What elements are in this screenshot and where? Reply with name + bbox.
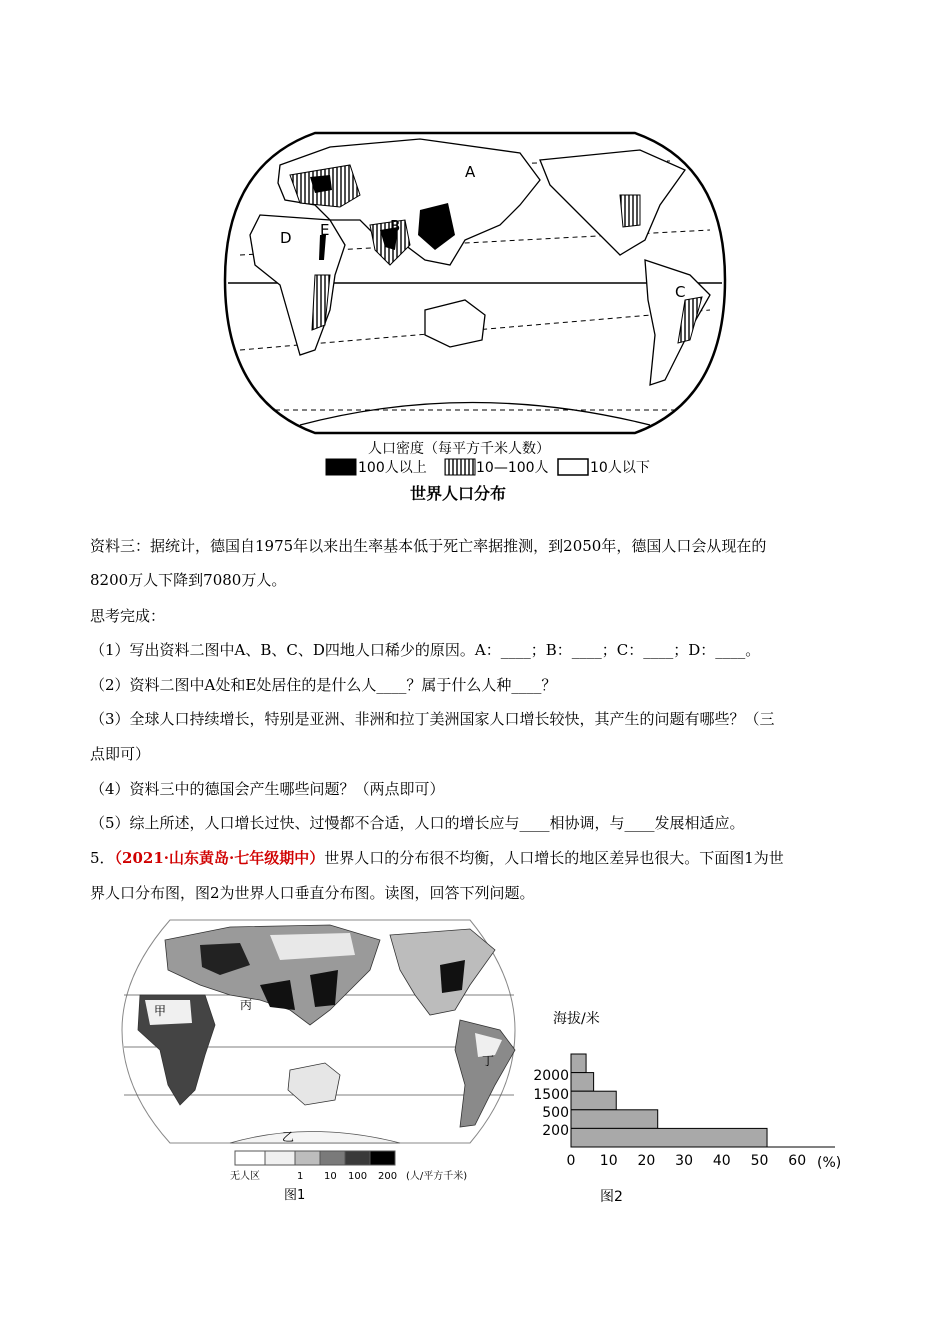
map2-legend-unit: (人/平方千米): [406, 1171, 468, 1182]
map1-label-c: C: [675, 283, 686, 301]
us-east-density: [620, 195, 640, 227]
legend2-swatch-1: [265, 1151, 295, 1165]
chart-xlabel: (%): [817, 1155, 842, 1171]
text-line-3: 思考完成：: [90, 607, 166, 625]
x-tick-label: 30: [675, 1153, 694, 1169]
problem-5-line-2: 界人口分布图，图2为世界人口垂直分布图。读图，回答下列问题。: [90, 884, 535, 902]
map2-legend-none: 无人区: [230, 1171, 260, 1182]
legend-label-mid: 10—100人: [476, 460, 549, 476]
x-tick-label: 0: [566, 1153, 576, 1169]
question-3a: （3）全球人口持续增长，特别是亚洲、非洲和拉丁美洲国家人口增长较快，其产生的问题有哪些？（三: [90, 710, 775, 728]
map2-legend-10: 10: [324, 1171, 337, 1182]
bar-3: [571, 1091, 616, 1110]
y-tick-label: 200: [542, 1123, 569, 1139]
map2-label-jia: 甲: [154, 1004, 167, 1018]
map1-label-a: A: [465, 163, 476, 181]
map2-label-yi: 乙: [282, 1130, 295, 1144]
chart-ylabel: 海拔/米: [553, 1011, 600, 1027]
y-tick-label: 500: [542, 1105, 569, 1121]
bar-4: [571, 1110, 658, 1129]
map2-legend-200: 200: [378, 1171, 398, 1182]
map1-caption: 世界人口分布: [410, 484, 507, 503]
altitude-distribution-chart: [525, 1005, 870, 1210]
map1-label-e: E: [320, 221, 330, 239]
text-line-1: 资料三：据统计，德国自1975年以来出生率基本低于死亡率据推测，到2050年，德国人口会从现在的: [90, 537, 767, 555]
problem-source: （2021·山东黄岛·七年级期中）: [114, 849, 325, 867]
map2-label-ding: 丁: [482, 1054, 495, 1068]
map2-label-bing: 丙: [240, 998, 253, 1012]
legend-label-low: 10人以下: [590, 460, 650, 476]
y-tick-label: 2000: [533, 1068, 569, 1084]
x-tick-label: 60: [788, 1153, 807, 1169]
legend2-swatch-4: [345, 1151, 370, 1165]
world-population-map-1: [220, 125, 730, 515]
legend2-swatch-0: [235, 1151, 265, 1165]
map2-caption: 图1: [284, 1188, 306, 1203]
x-tick-label: 40: [712, 1153, 731, 1169]
legend-swatch-low: [558, 459, 588, 475]
problem-intro: 世界人口的分布很不均衡，人口增长的地区差异也很大。下面图1为世: [324, 849, 784, 867]
y-tick-label: 1500: [533, 1087, 569, 1103]
question-4: （4）资料三中的德国会产生哪些问题？（两点即可）: [90, 780, 445, 798]
problem-number: 5．: [90, 849, 115, 867]
question-3b: 点即可）: [90, 745, 151, 763]
text-line-2: 8200万人下降到7080万人。: [90, 571, 287, 589]
legend-swatch-mid: [445, 459, 475, 475]
bar-1: [571, 1054, 586, 1073]
question-2: （2）资料二图中A处和E处居住的是什么人____？属于什么人种____？: [90, 676, 557, 694]
legend2-swatch-3: [320, 1151, 345, 1165]
question-5: （5）综上所述，人口增长过快、过慢都不合适，人口的增长应与____相协调，与____发展相适应。: [90, 814, 745, 832]
world-population-map-2: [110, 915, 520, 1205]
map1-label-b: B: [390, 217, 401, 235]
map1-legend-title: 人口密度（每平方千米人数）: [368, 441, 550, 457]
question-1: （1）写出资料二图中A、B、C、D四地人口稀少的原因。A：____；B：____；C：____；D：____。: [90, 641, 761, 659]
legend-swatch-high: [326, 459, 356, 475]
bar-5: [571, 1128, 767, 1147]
x-tick-label: 50: [750, 1153, 769, 1169]
x-tick-label: 10: [599, 1153, 618, 1169]
legend-label-high: 100人以上: [358, 460, 427, 476]
map2-legend-1: 1: [297, 1171, 304, 1182]
chart-caption: 图2: [600, 1189, 623, 1205]
bar-2: [571, 1073, 594, 1092]
map1-label-d: D: [280, 229, 292, 247]
legend2-swatch-5: [370, 1151, 395, 1165]
x-tick-label: 20: [637, 1153, 656, 1169]
problem-5-line-1: [90, 848, 784, 868]
map2-legend-100: 100: [348, 1171, 368, 1182]
legend2-swatch-2: [295, 1151, 320, 1165]
